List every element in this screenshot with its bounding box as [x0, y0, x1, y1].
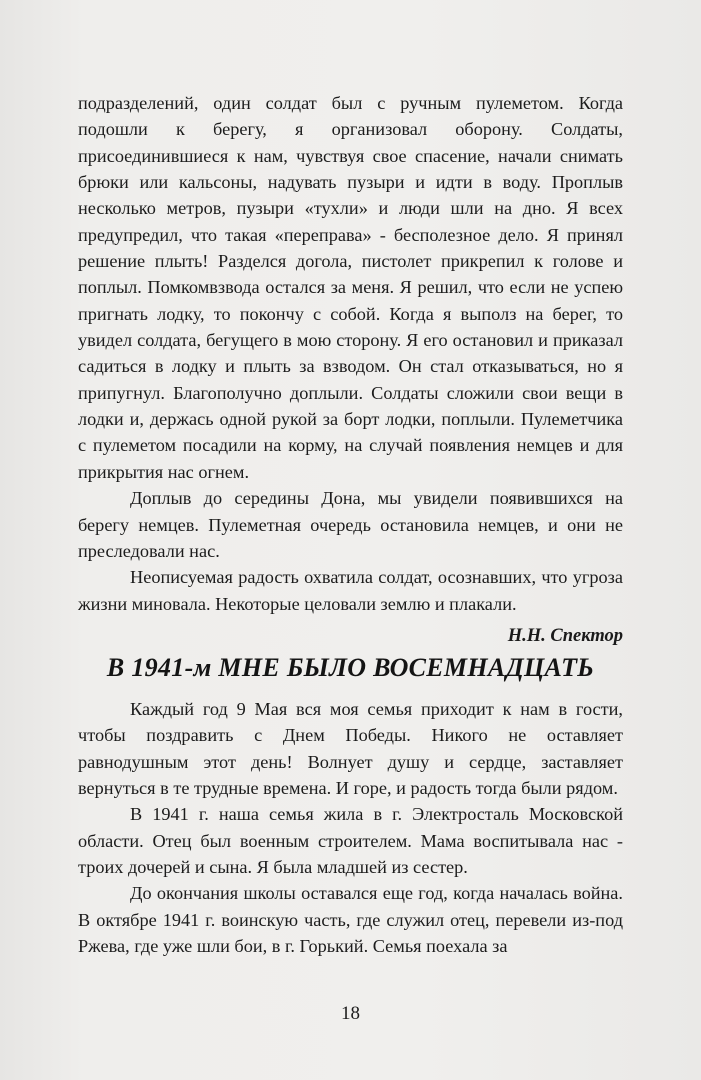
- paragraph: подразделений, один солдат был с ручным пулеметом. Когда подошли к берегу, я организовал оборону. Солдаты, присоединившиеся к нам, чувствуя свое спасение, начали снимать брюки или кальсоны, надувать пузыри и идти в воду. Проплыв несколько метров, пузыри «тухли» и люди шли на дно. Я всех предупредил, что такая «переправа» - бесполезное дело. Я принял решение плыть! Разделся догола, пистолет прикрепил к голове и поплыл. Помкомвзвода остался за меня. Я решил, что если не успею пригнать лодку, то покончу с собой. Когда я выполз на берег, то увидел солдата, бегущего в мою сторону. Я его остановил и приказал садиться в лодку и плыть за взводом. Он стал отказываться, но я припугнул. Благополучно доплыли. Солдаты сложили свои вещи в лодки и, держась одной рукой за борт лодки, поплыли. Пулеметчика с пулеметом посадили на корму, на случай появления немцев и для прикрытия нас огнем.: [78, 93, 623, 482]
- paragraph: Каждый год 9 Мая вся моя семья приходит к нам в гости, чтобы поздравить с Днем Победы. Никого не оставляет равнодушным этот день! Волнует душу и сердце, заставляет вернуться в те трудные времена. И горе, и радость тогда были рядом.: [78, 699, 623, 799]
- paragraph: Доплыв до середины Дона, мы увидели появившихся на берегу немцев. Пулеметная очередь остановила немцев, и они не преследовали нас.: [78, 488, 623, 561]
- paragraph: В 1941 г. наша семья жила в г. Электросталь Московской области. Отец был военным строителем. Мама воспитывала нас - троих дочерей и сына. Я была младшей из сестер.: [78, 804, 623, 878]
- paragraph: Неописуемая радость охватила солдат, осознавших, что угроза жизни миновала. Некоторые целовали землю и плакали.: [78, 567, 623, 614]
- author-name: Н.Н. Спектор: [507, 626, 623, 646]
- page-number: 18: [341, 1003, 360, 1024]
- continued-story-text: [78, 90, 623, 617]
- chapter-title: В 1941-м МНЕ БЫЛО ВОСЕМНАДЦАТЬ: [106, 653, 595, 682]
- paragraph: До окончания школы оставался еще год, когда началась война. В октябре 1941 г. воинскую часть, где служил отец, перевели из-под Ржева, где уже шли бои, в г. Горький. Семья поехала за: [78, 883, 623, 957]
- chapter-text: [78, 696, 623, 959]
